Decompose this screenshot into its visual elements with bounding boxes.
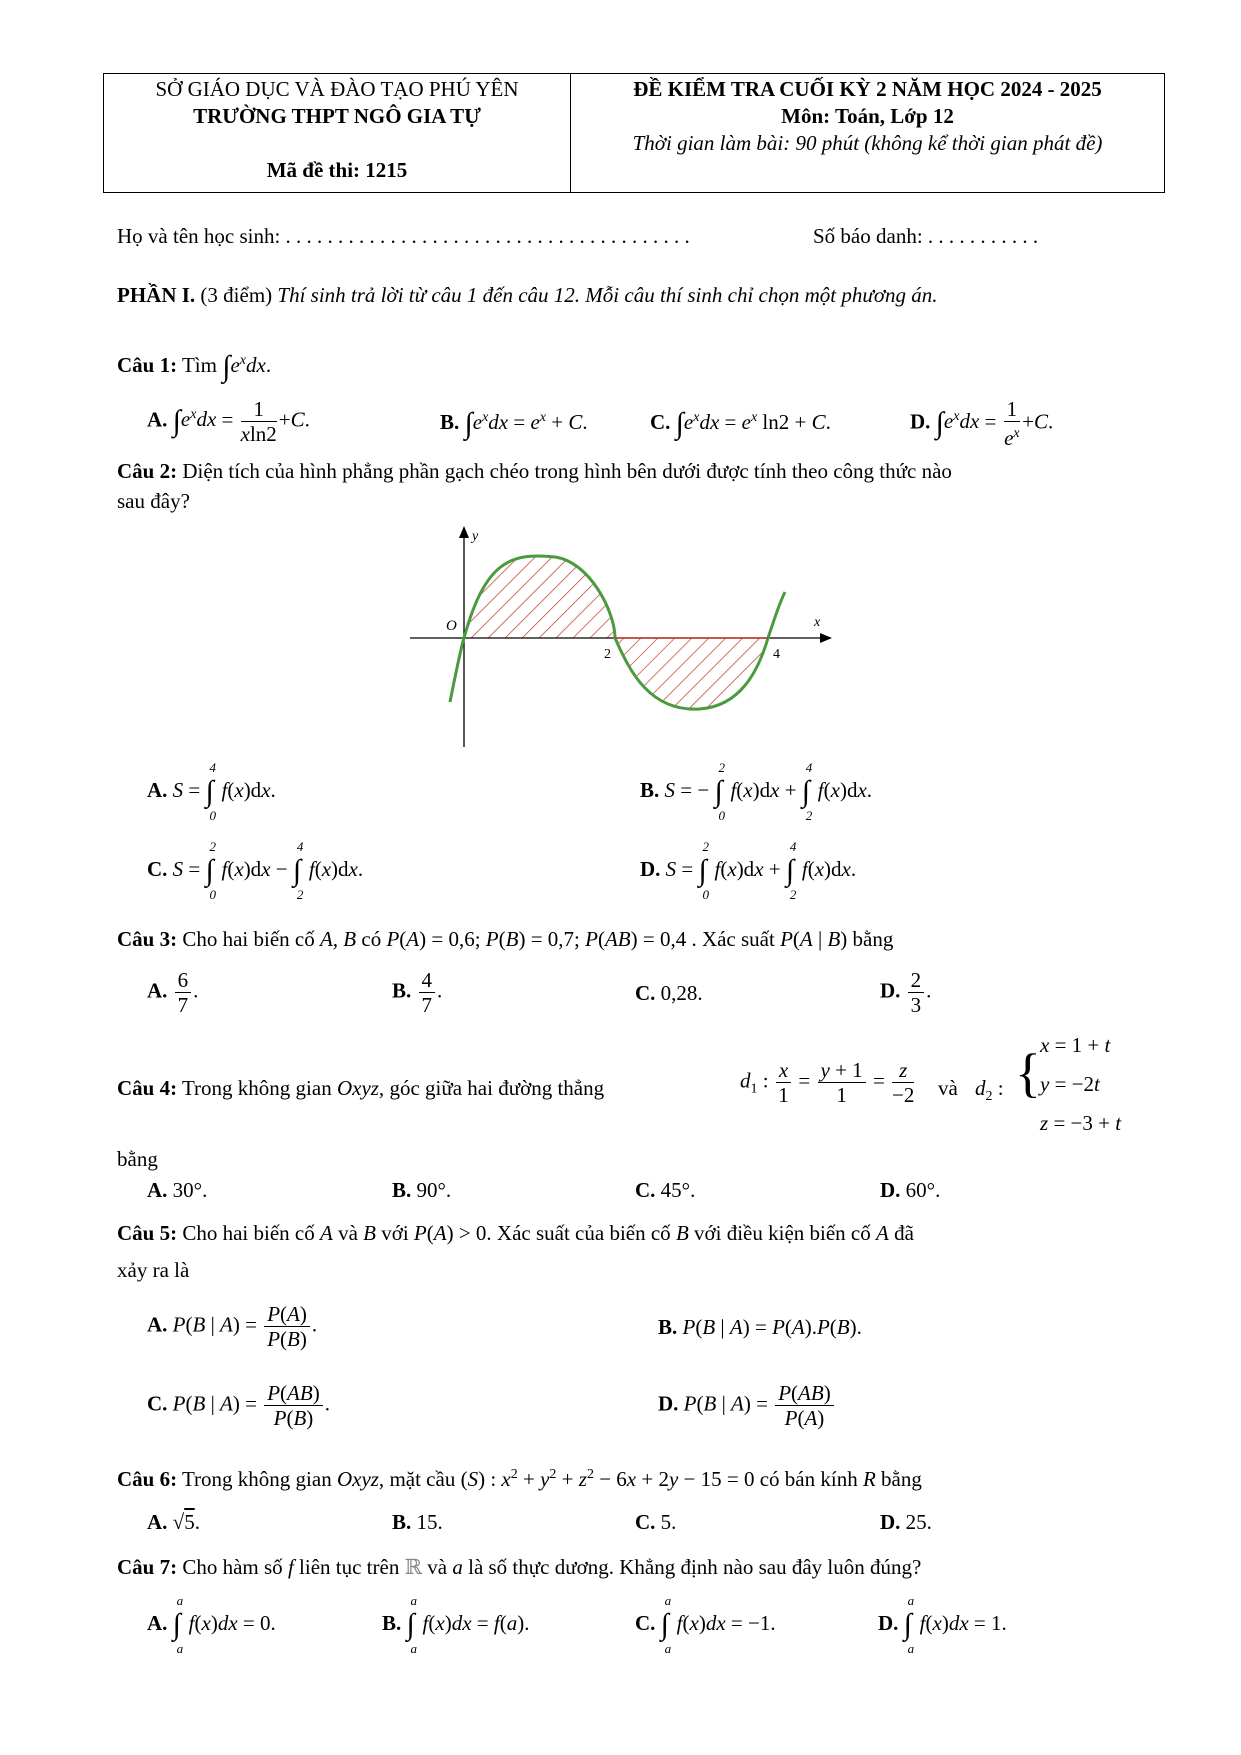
q7-d-label: D. [878, 1611, 899, 1635]
q4-line-d2-name: $d_2$ : [975, 1076, 1004, 1105]
q5-option-b[interactable]: B. P(B | A) = P(A).P(B). [658, 1315, 862, 1339]
graph-x-label: x [814, 615, 821, 630]
q6-tail: có bán kính [754, 1467, 863, 1491]
question-2 [117, 458, 952, 484]
graph-tick-4: 4 [773, 647, 780, 662]
q5-label: Câu 5: [117, 1221, 178, 1245]
q2-option-c[interactable]: C. S = 2 ∫ 0 f(x)dx − 4 ∫ 2 f(x)dx. [147, 839, 364, 902]
q4-option-d[interactable] [880, 1177, 940, 1203]
department-name: SỞ GIÁO DỤC VÀ ĐÀO TẠO PHÚ YÊN [155, 77, 519, 101]
q5-text-b: . Xác suất của biến cố [486, 1221, 676, 1245]
graph-origin-label: O [446, 618, 457, 634]
q5-option-a[interactable]: A. P(B | A) = $\frac{P(A)}{P(B)}$ . [147, 1302, 318, 1351]
q6-label: Câu 6: [117, 1467, 178, 1491]
q7-label: Câu 7: [117, 1555, 178, 1579]
q6-b-label: B. [392, 1510, 412, 1534]
q1-option-b[interactable]: B. $\int e^xdx = e^x + C$. [440, 407, 588, 440]
header-right-cell [571, 74, 1164, 192]
q2-option-a[interactable]: A. S = 4 ∫ 0 f(x)dx. [147, 760, 276, 823]
q7-b-label: B. [382, 1611, 402, 1635]
q1-a-label: A. [147, 407, 168, 432]
q1-option-a[interactable]: A. $\int e^xdx$ = $\frac{1}{xln2}$ +C. [147, 397, 310, 446]
q1-text: Tìm [177, 353, 223, 377]
q4-d-label: D. [880, 1178, 901, 1202]
exam-code: Mã đề thi: 1215 [266, 158, 408, 182]
q2-d-label: D. [640, 857, 661, 881]
q4-d2-eq1: x = 1 + t [1040, 1033, 1111, 1057]
q4-label: Câu 4: [117, 1076, 178, 1100]
question-3: Câu 3: Cho hai biến cố A, B có P(A) = 0,6; P(B) = 0,7; P(AB) = 0,4 . Xác suất P(A | B) bằng [117, 927, 894, 951]
exam-duration: Thời gian làm bài: 90 phút (không kể thời gian phát đề) [632, 131, 1103, 155]
q4-brace: { [1015, 1043, 1041, 1103]
part1-title: PHẦN I. [117, 283, 196, 307]
q4-option-a[interactable] [147, 1177, 207, 1203]
q4-b-label: B. [392, 1178, 412, 1202]
exam-title: ĐỀ KIỂM TRA CUỐI KỲ 2 NĂM HỌC 2024 - 2025 [633, 77, 1102, 101]
q6-d-value: 25. [905, 1510, 932, 1534]
q5-d-label: D. [658, 1391, 679, 1416]
exam-subject: Môn: Toán, Lớp 12 [781, 104, 954, 128]
q5-text-line2: xảy ra là [117, 1258, 190, 1282]
q5-text-a: Cho hai biến cố [177, 1221, 320, 1245]
q4-c-value: 45°. [660, 1178, 696, 1202]
q4-d-value: 60°. [905, 1178, 941, 1202]
exam-header [103, 73, 1165, 193]
q5-option-d[interactable]: D. P(B | A) = $\frac{P(AB)}{P(A)}$ [658, 1381, 836, 1430]
q1-b-label: B. [440, 410, 460, 434]
q6-c-value: 5. [660, 1510, 677, 1534]
q7-text3: và [422, 1555, 453, 1579]
q7-option-c[interactable]: C. a ∫ a f(x)dx = −1. [635, 1593, 776, 1656]
q4-c-label: C. [635, 1178, 656, 1202]
question-7: Câu 7: Cho hàm số f liên tục trên ℝ và a là số thực dương. Khẳng định nào sau đây luôn đúng? [117, 1555, 922, 1579]
q6-text: Trong không gian [177, 1467, 337, 1491]
hatched-region-negative [615, 638, 768, 709]
q7-c-label: C. [635, 1611, 656, 1635]
q6-option-a[interactable]: A. √5. [147, 1510, 200, 1534]
q3-c-value: 0,28 [660, 981, 698, 1005]
student-id-field: Số báo danh: . . . . . . . . . . . [813, 224, 1039, 248]
q1-label: Câu 1: [117, 353, 178, 377]
q2-label: Câu 2: [117, 459, 178, 483]
q6-b-value: 15. [416, 1510, 443, 1534]
q2-text-line2: sau đây? [117, 489, 190, 513]
q7-option-d[interactable]: D. a ∫ a f(x)dx = 1. [878, 1593, 1007, 1656]
q3-label: Câu 3: [117, 927, 178, 951]
q4-space: Oxyz, [336, 1076, 385, 1100]
q3-events: A, B [319, 927, 357, 951]
q7-option-b[interactable]: B. a ∫ a f(x)dx = f(a). [382, 1593, 530, 1656]
question-1: Câu 1: Tìm $\int e^xdx$. [117, 350, 272, 383]
question-5: Câu 5: Cho hai biến cố A và B với P(A) > 0. Xác suất của biến cố B với điều kiện biến cố A đã [117, 1221, 914, 1245]
q6-text2: mặt cầu [384, 1467, 461, 1491]
y-axis-arrow-icon [459, 526, 469, 538]
part1-instruction: Thí sinh trả lời từ câu 1 đến câu 12. Mỗi câu thí sinh chỉ chọn một phương án. [277, 283, 938, 307]
hatched-region-positive [464, 556, 615, 638]
q2-a-label: A. [147, 778, 168, 802]
q6-option-b[interactable] [392, 1509, 443, 1535]
q5-b-label: B. [658, 1315, 678, 1339]
q5-text-d: đã [888, 1221, 914, 1245]
q3-d-label: D. [880, 978, 901, 1003]
q4-and: và [938, 1076, 958, 1100]
q4-d2-eq3: z = −3 + t [1040, 1111, 1122, 1135]
q5-c-label: C. [147, 1391, 168, 1416]
q2-text-line1: Diện tích của hình phẳng phần gạch chéo trong hình bên dưới được tính theo công thức nào [177, 459, 952, 483]
q1-option-c[interactable]: C. $\int e^xdx = e^x$ ln2 + C. [650, 407, 831, 440]
q1-d-label: D. [910, 409, 931, 434]
student-name-field: Họ và tên học sinh: . . . . . . . . . . . . . . . . . . . . . . . . . . . . . . . . . . . . . . . [117, 224, 690, 248]
q3-text: Cho hai biến cố [177, 927, 320, 951]
area-graph [400, 522, 840, 752]
graph-y-label: y [472, 529, 479, 544]
q6-option-d[interactable] [880, 1509, 932, 1535]
q1-option-d[interactable]: D. $\int e^xdx$ = $\frac{1}{e^x}$ +C. [910, 397, 1054, 450]
q7-a-label: A. [147, 1611, 168, 1635]
q3-option-c[interactable]: C. 0,28. [635, 981, 703, 1005]
part1-points: (3 điểm) [195, 283, 278, 307]
q4-a-value: 30°. [172, 1178, 208, 1202]
q6-tail2: bằng [875, 1467, 922, 1491]
q4-tail: bằng [117, 1147, 158, 1171]
q4-option-c[interactable] [635, 1177, 695, 1203]
q2-c-label: C. [147, 857, 168, 881]
x-axis-arrow-icon [820, 633, 832, 643]
part1-heading [117, 282, 938, 308]
q2-b-label: B. [640, 778, 660, 802]
q3-tail: bằng [847, 927, 894, 951]
q2-option-d[interactable]: D. S = 2 ∫ 0 f(x)dx + 4 ∫ 2 f(x)dx. [640, 839, 857, 902]
q4-b-value: 90°. [416, 1178, 452, 1202]
q4-line-d1: $d_1$ : $\frac{x}{1}$ = $\frac{y + 1}{1}$ = $\frac{z}{-2}$ [740, 1058, 915, 1107]
q5-option-c[interactable]: C. P(B | A) = $\frac{P(AB)}{P(B)}$ . [147, 1381, 330, 1430]
q6-c-label: C. [635, 1510, 656, 1534]
q4-text: Trong không gian [177, 1076, 337, 1100]
school-name: TRƯỜNG THPT NGÔ GIA TỰ [193, 104, 481, 128]
q6-space: Oxyz, [336, 1467, 385, 1491]
q6-a-label: A. [147, 1510, 168, 1534]
q3-b-label: B. [392, 978, 412, 1003]
q3-option-d[interactable]: D. $\frac{2}{3}$ . [880, 968, 932, 1017]
q3-a-label: A. [147, 978, 168, 1003]
q3-option-a[interactable]: A. $\frac{6}{7}$ . [147, 968, 199, 1017]
question-6: Câu 6: Trong không gian Oxyz, mặt cầu (S) : $x^2 + y^2 + z^2 - 6x + 2y - 15 = 0$ có bán kính R bằng [117, 1467, 922, 1491]
q7-text4: là số thực dương. Khẳng định nào sau đây luôn đúng? [462, 1555, 922, 1579]
graph-tick-2: 2 [604, 647, 611, 662]
q4-text2: góc giữa hai đường thẳng [384, 1076, 605, 1100]
q6-option-c[interactable] [635, 1509, 676, 1535]
q5-text-c: với điều kiện biến cố [688, 1221, 876, 1245]
q7-option-a[interactable]: A. a ∫ a f(x)dx = 0. [147, 1593, 276, 1656]
header-left-cell [104, 74, 571, 192]
q3-option-b[interactable]: B. $\frac{4}{7}$ . [392, 968, 443, 1017]
q2-option-b[interactable]: B. S = − 2 ∫ 0 f(x)dx + 4 ∫ 2 f(x)dx. [640, 760, 873, 823]
q1-c-label: C. [650, 410, 671, 434]
q5-a-label: A. [147, 1312, 168, 1337]
q4-option-b[interactable] [392, 1177, 451, 1203]
q7-text: Cho hàm số [177, 1555, 288, 1579]
q7-text2: liên tục trên [293, 1555, 405, 1579]
q4-a-label: A. [147, 1178, 168, 1202]
q6-d-label: D. [880, 1510, 901, 1534]
q3-c-label: C. [635, 981, 656, 1005]
question-4 [117, 1075, 604, 1101]
q4-d2-eq2: y = −2t [1040, 1072, 1100, 1096]
